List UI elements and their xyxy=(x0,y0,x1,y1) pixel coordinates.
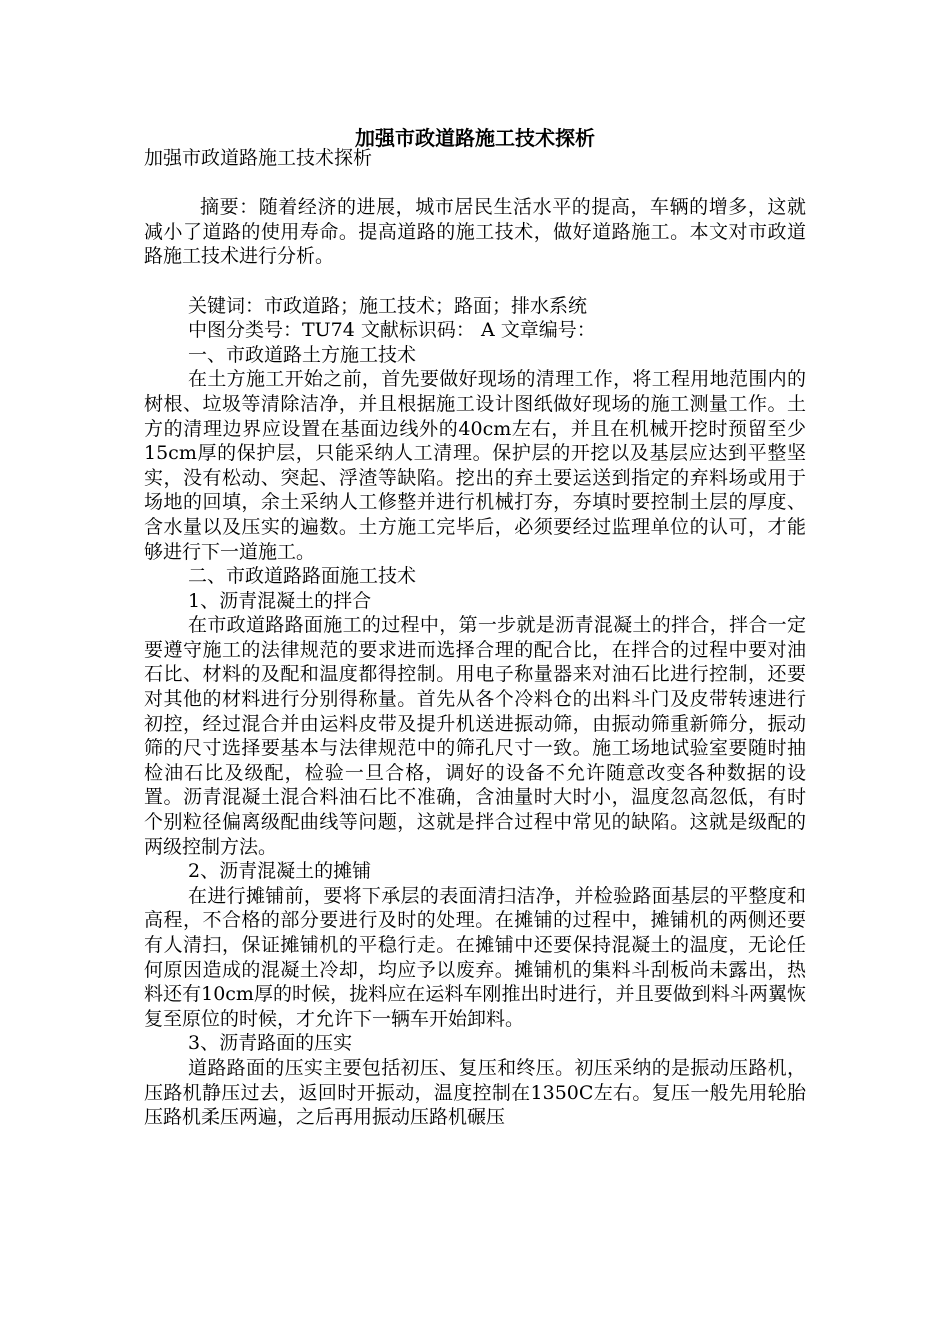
subsection-paragraph: 在进行摊铺前，要将下承层的表面清扫洁净，并检验路面基层的平整度和高程，不合格的部分要进行及时的处理。在摊铺的过程中，摊铺机的两侧还要有人清扫，保证摊铺机的平稳行走。在摊铺中还要保持混凝土的温度，无论任何原因造成的混凝土冷却，均应予以废弃。摊铺机的集料斗刮板尚未露出，热料还有10cm厚的时候，拢料应在运料车刚推出时进行，并且要做到料斗两翼恢复至原位的时候，才允许下一辆车开始卸料。 xyxy=(144,884,806,1030)
blank-line xyxy=(144,171,806,196)
subsection-heading: 3、沥青路面的压实 xyxy=(188,1032,353,1055)
subsection-paragraph: 在市政道路路面施工的过程中，第一步就是沥青混凝土的拌合，拌合一定要遵守施工的法律规范的要求进而选择合理的配合比，在拌合的过程中要对油石比、材料的及配和温度都得控制。用电子称量器来对油石比进行控制，还要对其他的材料进行分别得称量。首先从各个冷料仓的出料斗门及皮带转速进行初控，经过混合并由运料皮带及提升机送进振动筛，由振动筛重新筛分，振动筛的尺寸选择要基本与法律规范中的筛孔尺寸一致。施工场地试验室要随时抽检油石比及级配，检验一旦合格，调好的设备不允许随意改变各种数据的设置。沥青混凝土混合料油石比不准确，含油量时大时小，温度忽高忽低，有时个别粒径偏离级配曲线等问题，这就是拌合过程中常见的缺陷。这就是级配的两级控制方法。 xyxy=(144,614,806,858)
section-heading: 一、市政道路土方施工技术 xyxy=(188,343,417,366)
section-paragraph: 在土方施工开始之前，首先要做好现场的清理工作，将工程用地范围内的树根、垃圾等清除洁净，并且根据施工设计图纸做好现场的施工测量工作。土方的清理边界应设置在基面边线外的40cm左右，并且在机械开挖时预留至少15cm厚的保护层，只能采纳人工清理。保护层的开挖以及基层应达到平整坚实，没有松动、突起、浮渣等缺陷。挖出的弃土要运送到指定的弃料场或用于场地的回填，余土采纳人工修整并进行机械打夯，夯填时要控制土层的厚度、含水量以及压实的遍数。土方施工完毕后，必须要经过监理单位的认可，才能够进行下一道施工。 xyxy=(144,368,806,563)
subsection-heading: 2、沥青混凝土的摊铺 xyxy=(188,860,372,883)
section-heading: 二、市政道路路面施工技术 xyxy=(188,565,417,588)
blank-line xyxy=(144,269,806,294)
abstract-paragraph: 摘要：随着经济的进展，城市居民生活水平的提高，车辆的增多，这就减小了道路的使用寿命。提高道路的施工技术，做好道路施工。本文对市政道路施工技术进行分析。 xyxy=(144,196,806,268)
subsection-paragraph: 道路路面的压实主要包括初压、复压和终压。初压采纳的是振动压路机，压路机静压过去，返回时开振动，温度控制在1350C左右。复压一般先用轮胎压路机柔压两遍，之后再用振动压路机碾压 xyxy=(144,1056,806,1129)
keywords-line: 关键词：市政道路；施工技术；路面；排水系统 xyxy=(188,294,588,317)
document-body xyxy=(144,146,806,1130)
classification-line: 中图分类号：TU74 文献标识码： A 文章编号： xyxy=(188,319,596,342)
document-subtitle: 加强市政道路施工技术探析 xyxy=(144,147,373,169)
subsection-heading: 1、沥青混凝土的拌合 xyxy=(188,589,372,612)
document-title: 加强市政道路施工技术探析 xyxy=(355,126,595,150)
